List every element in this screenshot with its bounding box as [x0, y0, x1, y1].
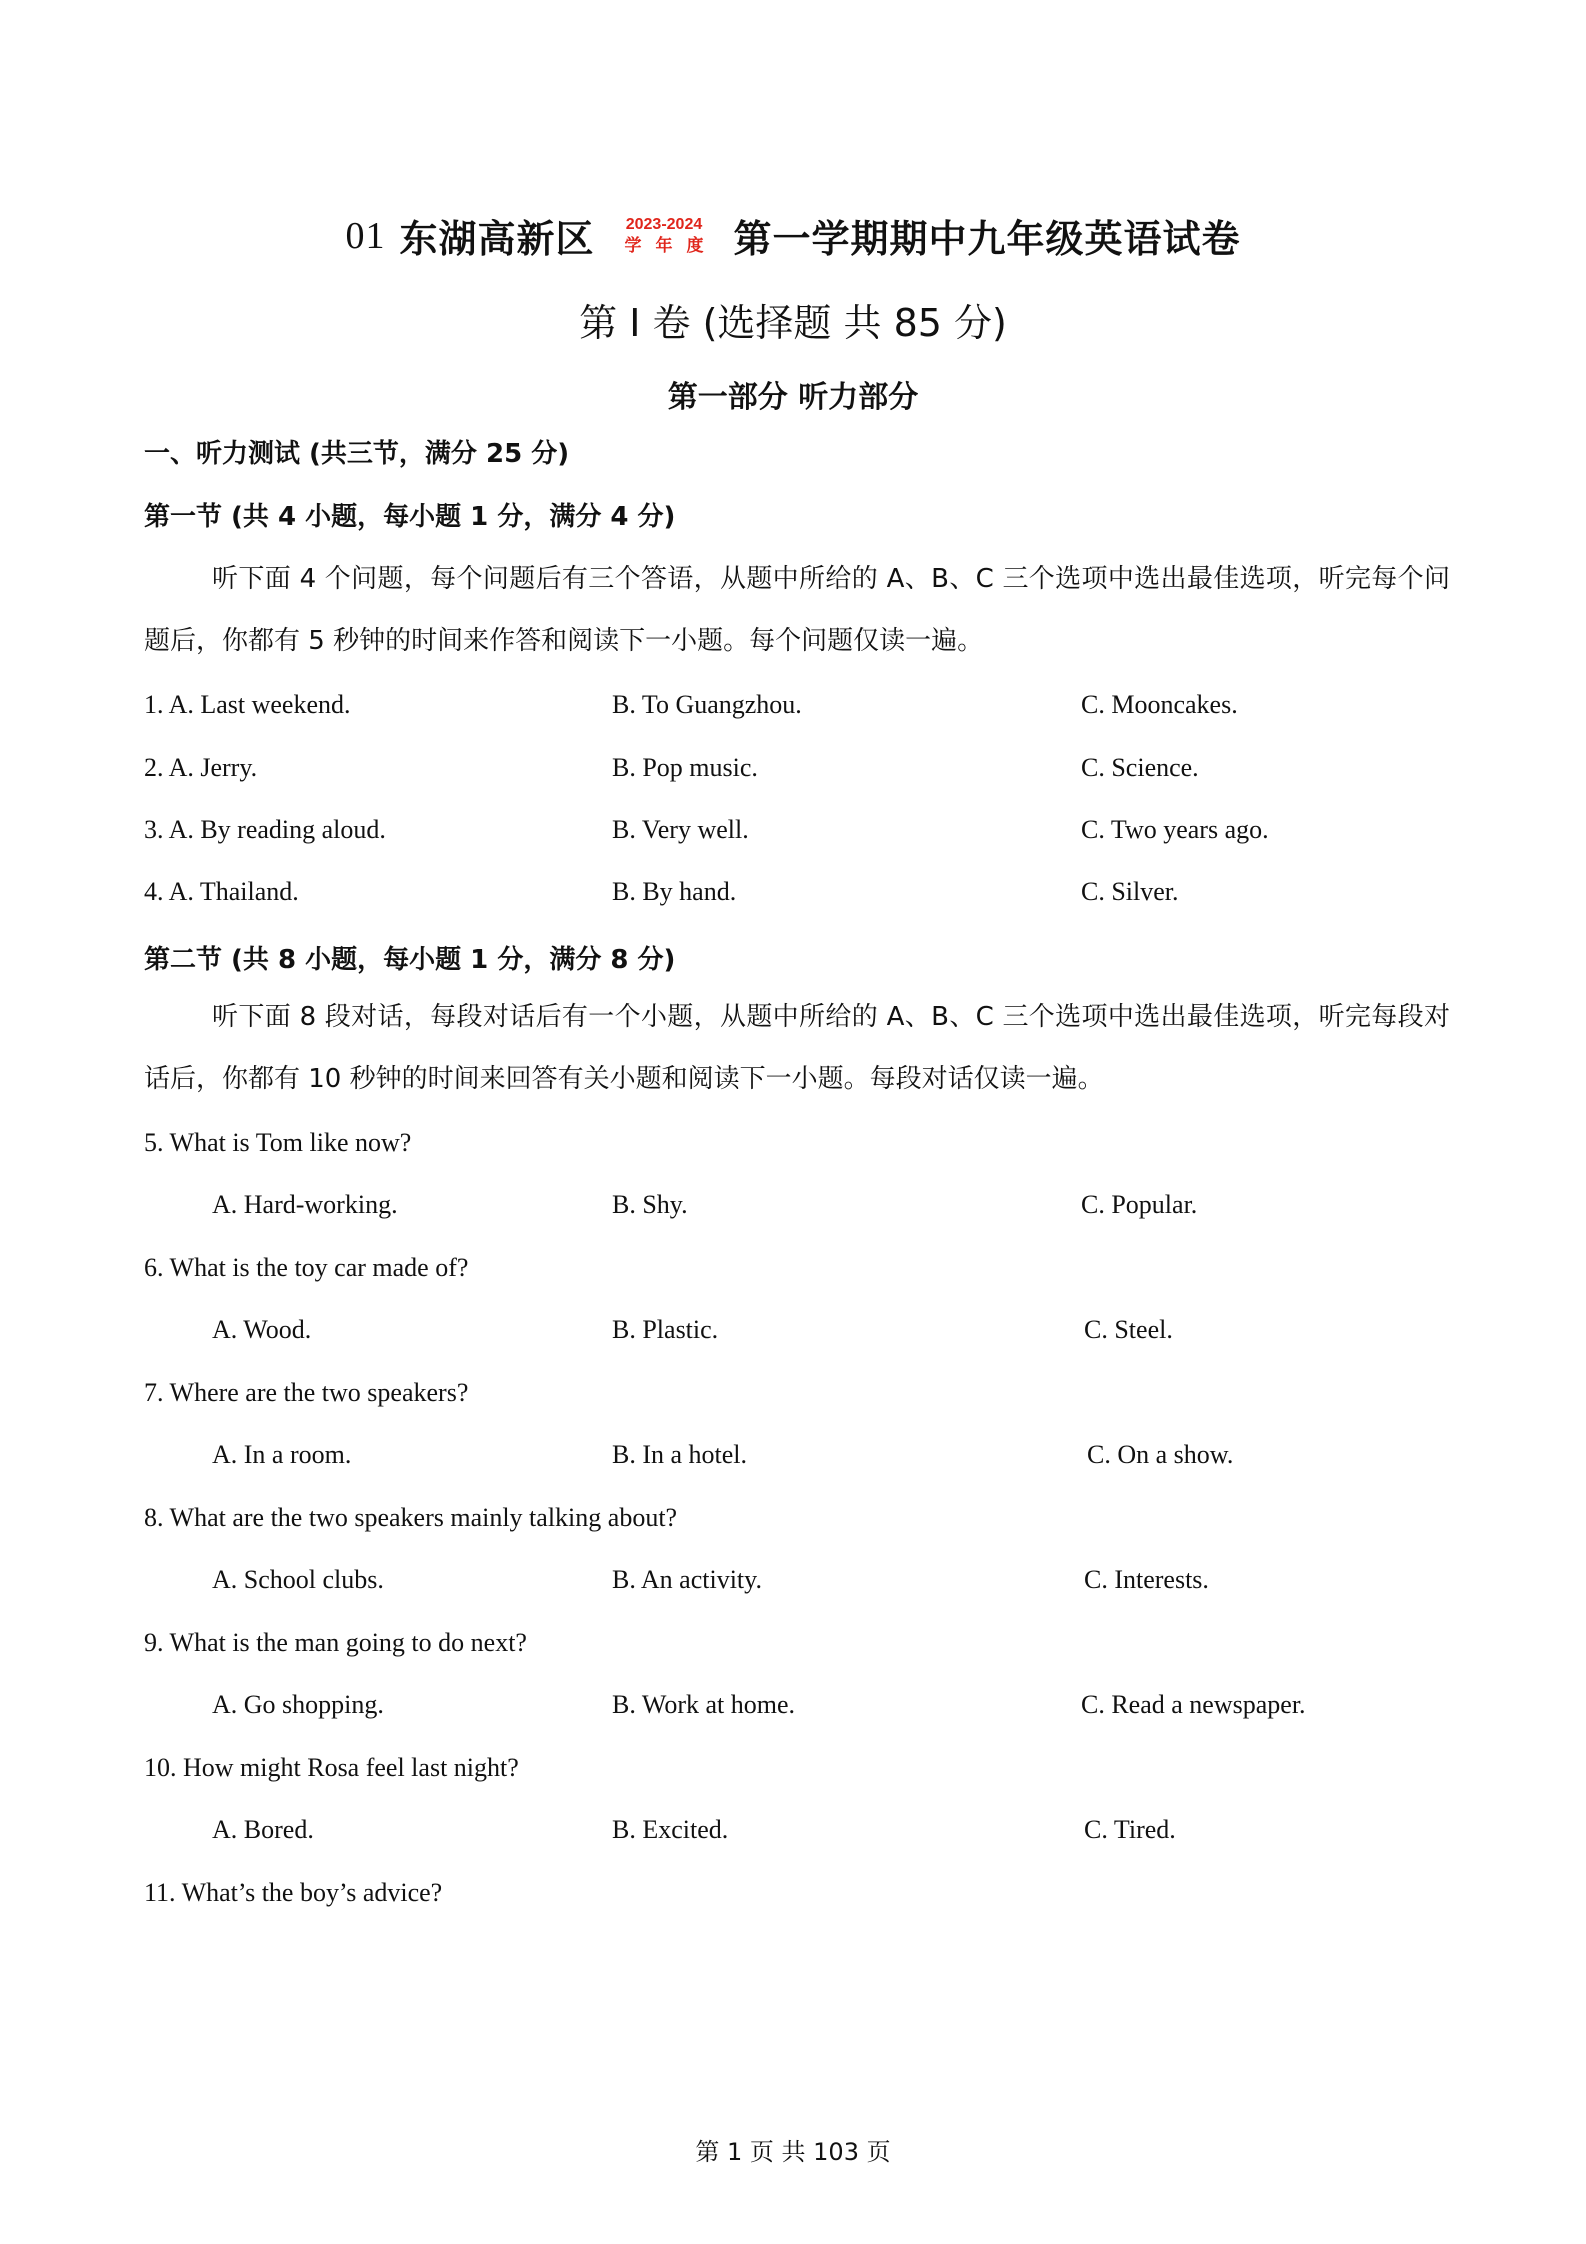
q10-stem: 10. How might Rosa feel last night?: [144, 1753, 519, 1782]
q10-option-b: B. Excited.: [612, 1815, 729, 1844]
sub2-heading: 第二节 (共 8 小题，每小题 1 分，满分 8 分): [144, 945, 676, 975]
q9-stem: 9. What is the man going to do next?: [144, 1628, 527, 1657]
q5-stem: 5. What is Tom like now?: [144, 1128, 412, 1157]
year-badge: [611, 217, 718, 254]
q3-option-b: B. Very well.: [612, 815, 749, 844]
q2-option-b: B. Pop music.: [612, 753, 758, 782]
q2-option-c: C. Science.: [1081, 753, 1199, 782]
year-badge-top: 2023-2024: [625, 216, 703, 233]
q10-option-c: C. Tired.: [1084, 1815, 1176, 1844]
q3-option-c: C. Two years ago.: [1081, 815, 1269, 844]
q4-option-c: C. Silver.: [1081, 877, 1179, 906]
q8-option-c: C. Interests.: [1084, 1565, 1209, 1594]
part-title: 第一部分 听力部分: [667, 380, 919, 415]
q2-option-a: 2. A. Jerry.: [144, 753, 258, 782]
q6-option-c: C. Steel.: [1084, 1315, 1173, 1344]
exam-title: [0, 208, 1586, 263]
q9-option-b: B. Work at home.: [612, 1690, 796, 1719]
title-number: 01: [345, 214, 386, 257]
q6-option-b: B. Plastic.: [612, 1315, 719, 1344]
page-footer: 第 1 页 共 103 页: [695, 2138, 891, 2166]
q5-option-b: B. Shy.: [612, 1190, 688, 1219]
q1-option-a: 1. A. Last weekend.: [144, 690, 351, 719]
q7-stem: 7. Where are the two speakers?: [144, 1378, 469, 1407]
title-district: 东湖高新区: [399, 217, 595, 261]
volume-subtitle: 第 I 卷 (选择题 共 85 分): [579, 301, 1007, 345]
q4-option-b: B. By hand.: [612, 877, 737, 906]
q6-stem: 6. What is the toy car made of?: [144, 1253, 469, 1282]
sub1-instructions: 听下面 4 个问题，每个问题后有三个答语，从题中所给的 A、B、C 三个选项中选出最佳选项，听完每个问题后，你都有 5 秒钟的时间来作答和阅读下一小题。每个问题仅读一遍。: [144, 564, 1450, 656]
q4-option-a: 4. A. Thailand.: [144, 877, 299, 906]
q8-stem: 8. What are the two speakers mainly talking about?: [144, 1503, 678, 1532]
q6-option-a: A. Wood.: [212, 1315, 312, 1344]
q7-option-a: A. In a room.: [212, 1440, 352, 1469]
q7-option-b: B. In a hotel.: [612, 1440, 748, 1469]
q1-option-c: C. Mooncakes.: [1081, 690, 1238, 719]
q10-option-a: A. Bored.: [212, 1815, 314, 1844]
section1-heading: 一、听力测试 (共三节，满分 25 分): [144, 439, 570, 469]
q5-option-a: A. Hard-working.: [212, 1190, 398, 1219]
q9-option-c: C. Read a newspaper.: [1081, 1690, 1306, 1719]
q11-stem: 11. What’s the boy’s advice?: [144, 1878, 443, 1907]
q5-option-c: C. Popular.: [1081, 1190, 1198, 1219]
sub2-instructions: 听下面 8 段对话，每段对话后有一个小题，从题中所给的 A、B、C 三个选项中选出最佳选项，听完每段对话后，你都有 10 秒钟的时间来回答有关小题和阅读下一小题。每段对话仅读一遍。: [144, 1002, 1450, 1094]
q7-option-c: C. On a show.: [1087, 1440, 1234, 1469]
q9-option-a: A. Go shopping.: [212, 1690, 384, 1719]
q3-option-a: 3. A. By reading aloud.: [144, 815, 386, 844]
sub1-heading: 第一节 (共 4 小题，每小题 1 分，满分 4 分): [144, 502, 676, 532]
q8-option-a: A. School clubs.: [212, 1565, 384, 1594]
year-badge-bottom: 学年度: [624, 236, 718, 255]
title-rest: 第一学期期中九年级英语试卷: [733, 217, 1241, 261]
q1-option-b: B. To Guangzhou.: [612, 690, 802, 719]
q8-option-b: B. An activity.: [612, 1565, 762, 1594]
